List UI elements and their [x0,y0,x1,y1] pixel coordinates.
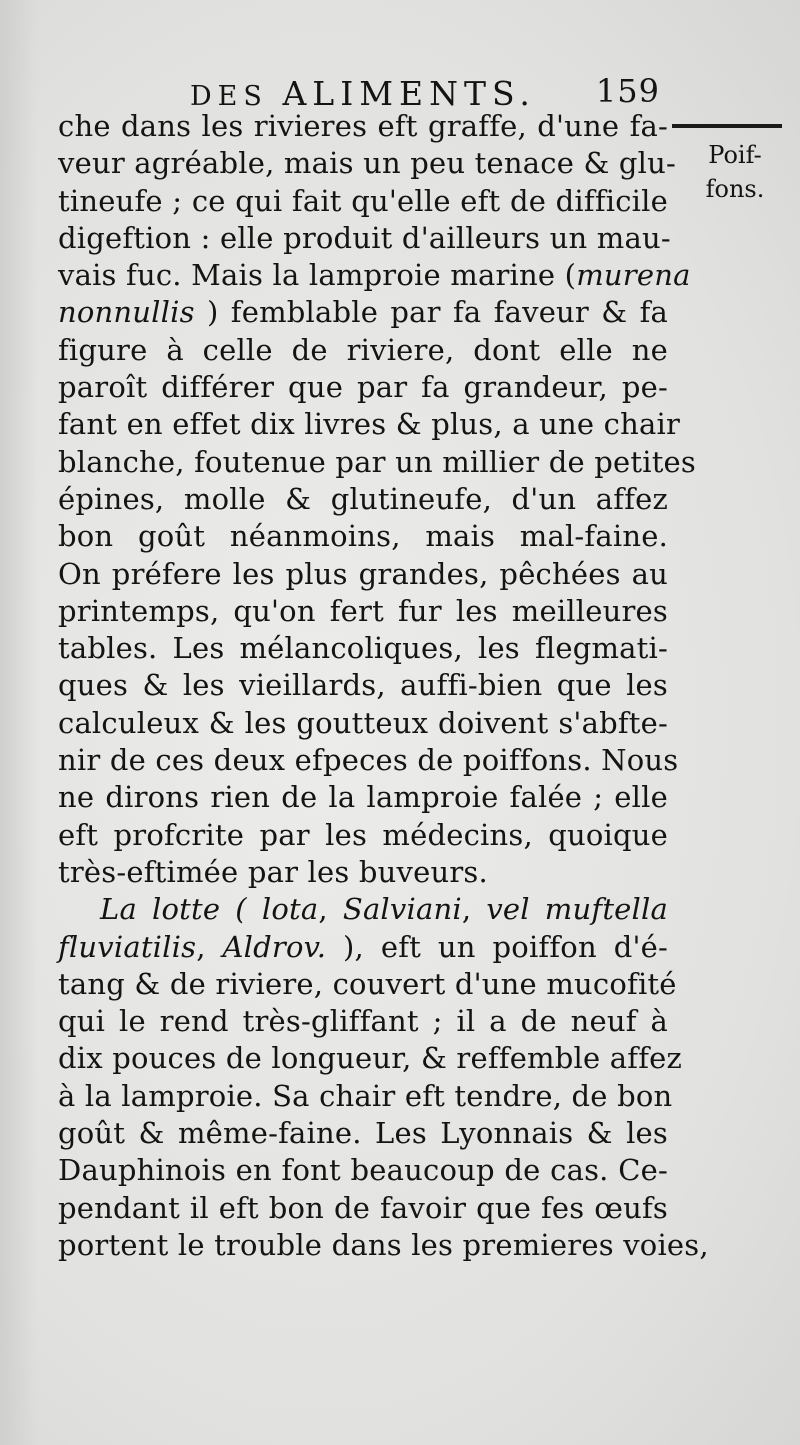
latin-name: murena [576,258,691,293]
latin-name: nonnullis [58,295,195,330]
text-line: dix pouces de longueur, & reffemble affez [58,1041,682,1076]
text-line: nir de ces deux efpeces de poiffons. Nous [58,743,679,778]
text-line: On préfere les plus grandes, pêchées au [58,556,668,591]
text-line [58,257,691,294]
text-line: épines, molle & glutineufe, d'un affez [58,481,668,516]
running-title-prefix: DES [190,81,268,112]
latin-name: fluviatilis [58,929,197,964]
text-line: très-eftimée par les buveurs. [58,854,488,889]
latin-name: Aldrov. [222,929,327,964]
latin-name: La lotte ( lota [100,892,319,927]
text-line: paroît différer que par fa grandeur, pe- [58,370,668,405]
margin-note-line-2: fons. [705,175,765,203]
text-segment: ), eft un poiffon d'é- [326,929,668,964]
running-title-word: ALIMENTS. [282,74,536,113]
text-line: veur agréable, mais un peu tenace & glu- [58,146,677,181]
text-line: tang & de riviere, couvert d'une mucofité [58,966,677,1001]
latin-name: vel muftella [486,892,668,927]
body-text [58,108,709,1264]
text-line: Dauphinois en font beaucoup de cas. Ce- [58,1153,668,1188]
text-segment: ) femblable par fa faveur & fa [206,295,668,330]
text-line: goût & même-faine. Les Lyonnais & les [58,1116,668,1151]
margin-rule [672,124,782,128]
text-line: blanche, foutenue par un millier de petites [58,444,696,479]
text-line: tineufe ; ce qui fait qu'elle eft de difficile [58,183,668,218]
text-line: pendant il eft bon de favoir que fes œufs [58,1190,668,1225]
text-line: à la lamproie. Sa chair eft tendre, de bon [58,1078,673,1113]
text-line: La lotte ( lota, Salviani, vel muftella [100,892,668,927]
text-line: ques & les vieillards, auffi-bien que les [58,668,668,703]
text-line: bon goût néanmoins, mais mal-faine. [58,519,668,554]
text-line: che dans les rivieres eft graffe, d'une fa- [58,109,668,143]
text-line: figure à celle de riviere, dont elle ne [58,332,668,367]
text-line: qui le rend très-gliffant ; il a de neuf à [58,1004,668,1039]
text-line: calculeux & les goutteux doivent s'abfte- [58,705,668,740]
text-line [58,294,668,331]
text-line: fant en effet dix livres & plus, a une chair [58,407,681,442]
text-line: portent le trouble dans les premieres voies, [58,1227,709,1262]
margin-note [680,138,790,206]
text-line: ne dirons rien de la lamproie falée ; elle [58,780,668,815]
text-line: printemps, qu'on fert fur les meilleures [58,593,668,628]
margin-note-line-1: Poif- [708,141,762,169]
page-gutter-shadow [0,0,38,1445]
latin-name: Salviani [342,892,462,927]
text-segment: vais fuc. Mais la lamproie marine ( [58,258,577,293]
text-line: digeftion : elle produit d'ailleurs un mau- [58,220,671,255]
page-number: 159 [595,72,660,110]
text-line: eft profcrite par les médecins, quoique [58,817,668,852]
text-line: tables. Les mélancoliques, les flegmati- [58,631,668,666]
text-line: fluviatilis, Aldrov. ), eft un poiffon d'é- [58,929,668,964]
